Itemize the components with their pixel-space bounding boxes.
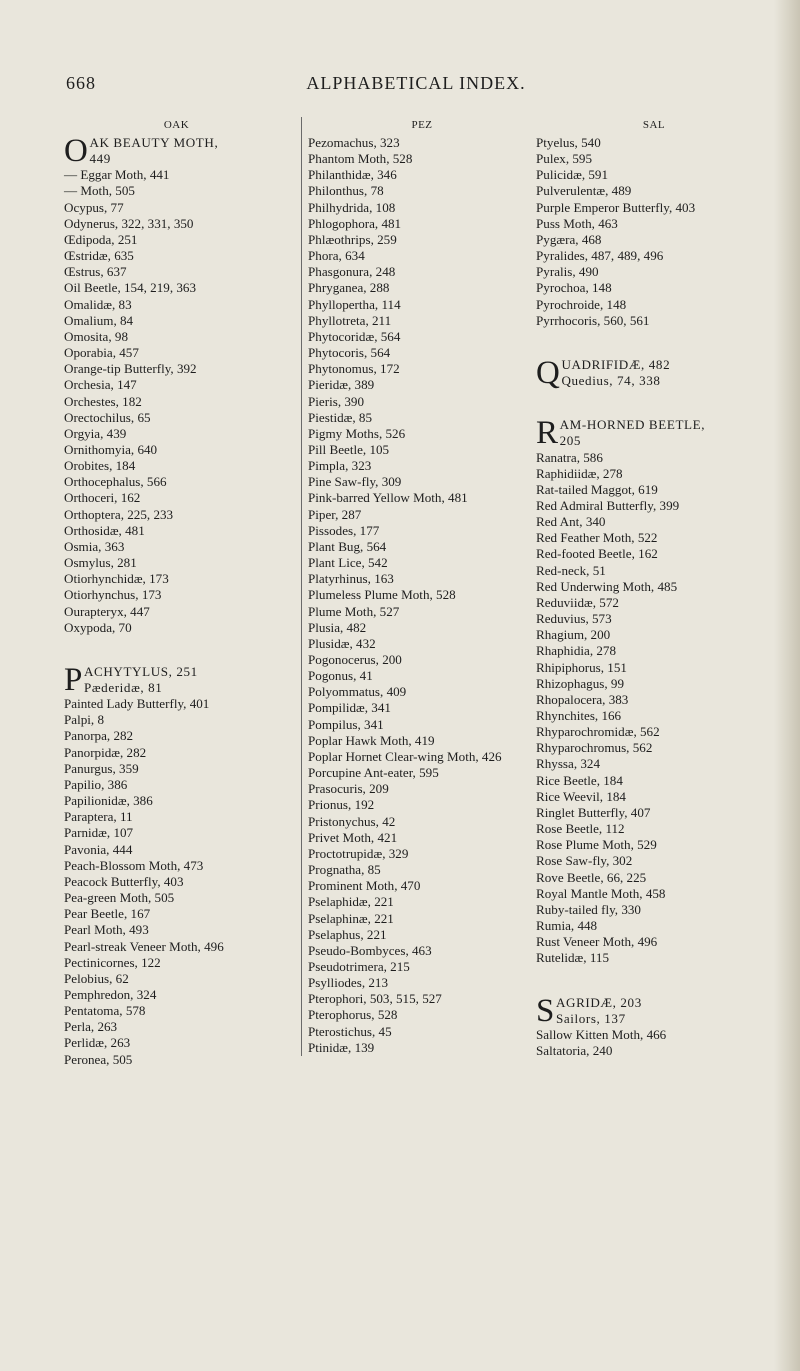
index-entry: Red-footed Beetle, 162 (536, 546, 658, 562)
index-entry: Poplar Hornet Clear-wing Moth, 426 (308, 748, 502, 764)
index-entry: Pristonychus, 42 (308, 813, 396, 829)
index-entry: Phantom Moth, 528 (308, 151, 413, 167)
index-entry: Omalidæ, 83 (64, 296, 132, 312)
index-entry: Orchesia, 147 (64, 377, 137, 393)
index-entry: Reduviidæ, 572 (536, 594, 619, 610)
index-entry: Red Feather Moth, 522 (536, 530, 658, 546)
index-entry: Proctotrupidæ, 329 (308, 845, 409, 861)
index-entry: Phlogophora, 481 (308, 215, 402, 231)
index-entry: Osmia, 363 (64, 538, 125, 554)
index-entry: Rose Saw-fly, 302 (536, 853, 633, 869)
index-entry: Paraptera, 11 (64, 809, 133, 825)
index-entry: Pyralides, 487, 489, 496 (536, 248, 664, 264)
section-lead-rest: Pæderidæ, 81 (83, 680, 163, 695)
section-lead-rest: 449 (89, 151, 111, 167)
section-heading (536, 415, 772, 452)
index-entry: Philanthidæ, 346 (308, 167, 397, 183)
index-entry: Purple Emperor Butterfly, 403 (536, 199, 696, 215)
index-entry: Pyrochoa, 148 (536, 280, 612, 296)
index-entry: Orobites, 184 (64, 458, 136, 474)
index-entry: Saltatoria, 240 (536, 1042, 613, 1058)
page-number: 668 (66, 73, 96, 93)
index-entry: Rhyparochromus, 562 (536, 740, 653, 756)
index-entry: — Eggar Moth, 441 (64, 167, 170, 183)
index-entry: Rutelidæ, 115 (536, 950, 609, 966)
section-lead-title: ACHYTYLUS, 251 (83, 663, 198, 679)
index-entry: Orchestes, 182 (64, 393, 142, 409)
page-edge-shadow (774, 0, 800, 1371)
index-entry: Pieris, 390 (308, 393, 365, 409)
index-entry: Poplar Hawk Moth, 419 (308, 732, 435, 748)
index-entry: Sallow Kitten Moth, 466 (536, 1026, 667, 1042)
index-entry: Prasocuris, 209 (308, 781, 389, 797)
index-entry: Plant Lice, 542 (308, 555, 388, 571)
index-entry: Papilio, 386 (64, 776, 128, 792)
index-entry: Phora, 634 (308, 248, 365, 264)
letter-section (64, 661, 289, 1068)
index-entry: Peach-Blossom Moth, 473 (64, 857, 204, 873)
index-entry: Raphidiidæ, 278 (536, 465, 623, 481)
index-entry: Pselaphidæ, 221 (308, 894, 394, 910)
index-entry: Pompilus, 341 (308, 716, 384, 732)
index-column-3 (536, 117, 772, 1059)
index-entry: Orthoceri, 162 (64, 490, 141, 506)
index-entry: Pyrrhocoris, 560, 561 (536, 312, 650, 328)
section-lead-rest: Quedius, 74, 338 (561, 373, 661, 389)
page-title: ALPHABETICAL INDEX. (306, 73, 526, 93)
index-entry: Pink-barred Yellow Moth, 481 (308, 490, 468, 506)
index-entry: Oxypoda, 70 (64, 619, 132, 635)
index-entry: Otiorhynchidæ, 173 (64, 571, 169, 587)
index-entry: Phasgonura, 248 (308, 264, 396, 280)
section-lead-title: AK BEAUTY MOTH, (89, 135, 219, 150)
index-entry: Red Admiral Butterfly, 399 (536, 497, 680, 513)
letter-section (536, 135, 772, 329)
index-entry: Phryganea, 288 (308, 280, 390, 296)
column-body (536, 135, 772, 1059)
index-entry: Parnidæ, 107 (64, 825, 134, 841)
section-lead-rest: Sailors, 137 (555, 1010, 626, 1026)
index-entry: Pyralis, 490 (536, 264, 599, 280)
index-entry: Pelobius, 62 (64, 970, 129, 986)
section-heading (64, 135, 289, 167)
column-body (64, 135, 289, 1068)
index-entry: Odynerus, 322, 331, 350 (64, 215, 194, 231)
index-entry: Pear Beetle, 167 (64, 906, 151, 922)
index-entry: — Moth, 505 (64, 183, 135, 199)
index-entry: Œstridæ, 635 (64, 248, 134, 264)
index-entry: Peacock Butterfly, 403 (64, 873, 184, 889)
section-heading (64, 661, 289, 698)
index-entry: Pterophorus, 528 (308, 1007, 398, 1023)
index-entry: Phytonomus, 172 (308, 361, 400, 377)
index-entry: Pulverulentæ, 489 (536, 183, 632, 199)
index-entry: Pill Beetle, 105 (308, 441, 390, 457)
index-entry: Prionus, 192 (308, 797, 375, 813)
index-entry: Palpi, 8 (64, 712, 105, 728)
index-entry: Ptinidæ, 139 (308, 1039, 375, 1055)
index-entry: Pyrochroide, 148 (536, 296, 627, 312)
index-entry: Panurgus, 359 (64, 760, 139, 776)
index-entry: Pigmy Moths, 526 (308, 425, 406, 441)
index-entry: Prominent Moth, 470 (308, 878, 421, 894)
index-entry: Pogonus, 41 (308, 668, 373, 684)
index-entry: Rhipiphorus, 151 (536, 659, 627, 675)
index-entry: Pterophori, 503, 515, 527 (308, 991, 442, 1007)
index-entry: Pselaphinæ, 221 (308, 910, 394, 926)
drop-cap-initial: S (536, 992, 555, 1029)
column-head: OAK (163, 119, 190, 131)
index-entry: Panorpidæ, 282 (64, 744, 147, 760)
index-entry: Phlæothrips, 259 (308, 231, 397, 247)
section-lead-title: UADRIFIDÆ, 482 (561, 356, 671, 372)
index-entry: Plume Moth, 527 (308, 603, 400, 619)
index-entry: Pseudo-Bombyces, 463 (308, 942, 432, 958)
section-heading (536, 354, 772, 391)
index-entry: Pulicidæ, 591 (536, 167, 609, 183)
index-entry: Oporabia, 457 (64, 345, 139, 361)
index-entry: Otiorhynchus, 173 (64, 587, 162, 603)
index-entry: Rhynchites, 166 (536, 708, 622, 723)
index-entry: Peronea, 505 (64, 1051, 133, 1067)
index-entry: Painted Lady Butterfly, 401 (64, 696, 210, 712)
index-entry: Plusia, 482 (308, 619, 367, 635)
index-entry: Ruby-tailed fly, 330 (536, 901, 641, 917)
index-entry: Rhyssa, 324 (536, 756, 601, 772)
index-entry: Pseudotrimera, 215 (308, 958, 410, 974)
drop-cap-initial: O (64, 133, 89, 169)
index-entry: Rose Plume Moth, 529 (536, 837, 657, 853)
section-lead-rest: 205 (559, 433, 582, 449)
index-entry: Pavonia, 444 (64, 841, 133, 857)
drop-cap-initial: R (536, 415, 559, 452)
index-entry: Royal Mantle Moth, 458 (536, 885, 666, 901)
index-entry: Pearl Moth, 493 (64, 922, 149, 938)
index-entry: Orgyia, 439 (64, 425, 127, 441)
index-entry: Philonthus, 78 (308, 183, 384, 199)
index-entry: Rust Veneer Moth, 496 (536, 934, 658, 950)
index-entry: Ornithomyia, 640 (64, 441, 158, 457)
index-entry: Pentatoma, 578 (64, 1003, 146, 1019)
letter-section (64, 135, 289, 636)
index-entry: Œdipoda, 251 (64, 231, 138, 247)
index-entry: Omosita, 98 (64, 328, 129, 344)
index-entry: Phytocoridæ, 564 (308, 328, 401, 344)
index-entry: Orthoptera, 225, 233 (64, 506, 174, 522)
index-entry: Platyrhinus, 163 (308, 571, 394, 587)
index-entry: Rhopalocera, 383 (536, 691, 629, 707)
index-entry: Ocypus, 77 (64, 199, 124, 215)
index-entry: Plusidæ, 432 (308, 635, 376, 651)
index-entry: Pezomachus, 323 (308, 135, 400, 150)
index-column-1 (64, 117, 289, 1068)
index-entry: Osmylus, 281 (64, 555, 137, 571)
index-entry: Piestidæ, 85 (308, 409, 373, 425)
index-entry: Pulex, 595 (536, 151, 593, 167)
index-entry: Orange-tip Butterfly, 392 (64, 361, 197, 377)
index-entry: Ptyelus, 540 (536, 135, 601, 150)
index-entry: Pimpla, 323 (308, 458, 372, 474)
letter-section (536, 417, 772, 966)
index-entry: Pogonocerus, 200 (308, 652, 402, 667)
index-entry: Ranatra, 586 (536, 449, 603, 465)
letter-section (536, 354, 772, 391)
index-entry: Rat-tailed Maggot, 619 (536, 481, 658, 497)
index-entry: Rice Weevil, 184 (536, 788, 626, 804)
index-entry: Ourapteryx, 447 (64, 603, 150, 619)
index-entry: Rice Beetle, 184 (536, 772, 623, 788)
index-entry: Plant Bug, 564 (308, 538, 387, 554)
index-entry: Pieridæ, 389 (308, 377, 375, 393)
index-entry: Oil Beetle, 154, 219, 363 (64, 280, 197, 296)
index-entry: Orectochilus, 65 (64, 409, 151, 425)
letter-section (536, 992, 772, 1060)
index-entry: Orthosidæ, 481 (64, 522, 145, 538)
index-entry: Œstrus, 637 (64, 264, 127, 280)
index-entry: Rove Beetle, 66, 225 (536, 869, 647, 885)
index-entry: Reduvius, 573 (536, 611, 612, 627)
index-entry: Puss Moth, 463 (536, 215, 618, 231)
index-entry: Prognatha, 85 (308, 862, 381, 878)
column-head: PEZ (411, 119, 433, 131)
index-entry: Pselaphus, 221 (308, 926, 387, 942)
drop-cap-initial: Q (536, 354, 561, 391)
index-entry: Polyommatus, 409 (308, 684, 407, 700)
index-entry: Pea-green Moth, 505 (64, 890, 175, 906)
column-head: SAL (642, 119, 666, 131)
index-entry: Phyllotreta, 211 (308, 312, 392, 328)
column-body (308, 135, 536, 1056)
index-entry: Rhagium, 200 (536, 627, 611, 643)
index-entry: Pissodes, 177 (308, 522, 380, 538)
index-entry: Rumia, 448 (536, 918, 598, 934)
index-entry: Philhydrida, 108 (308, 199, 396, 215)
index-entry: Orthocephalus, 566 (64, 474, 167, 490)
index-entry: Piper, 287 (308, 506, 362, 522)
index-entry: Rhaphidia, 278 (536, 643, 617, 659)
index-entry: Papilionidæ, 386 (64, 793, 153, 809)
index-entry: Perla, 263 (64, 1019, 118, 1035)
index-entry: Phyllopertha, 114 (308, 296, 401, 312)
index-entry: Porcupine Ant-eater, 595 (308, 765, 439, 781)
index-entry: Omalium, 84 (64, 312, 134, 328)
index-entry: Plumeless Plume Moth, 528 (308, 587, 456, 603)
drop-cap-initial: P (64, 661, 83, 698)
index-entry: Pectinicornes, 122 (64, 954, 161, 970)
index-column-2 (301, 117, 536, 1056)
index-entry: Panorpa, 282 (64, 728, 134, 744)
index-entry: Pine Saw-fly, 309 (308, 474, 402, 490)
section-heading (536, 992, 772, 1029)
index-entry: Pompilidæ, 341 (308, 700, 391, 716)
section-lead-title: AGRIDÆ, 203 (555, 994, 642, 1010)
index-entry: Perlidæ, 263 (64, 1035, 131, 1051)
index-entry: Pearl-streak Veneer Moth, 496 (64, 938, 224, 954)
index-entry: Privet Moth, 421 (308, 829, 398, 845)
index-entry: Psylliodes, 213 (308, 975, 389, 991)
index-entry: Ringlet Butterfly, 407 (536, 804, 651, 820)
section-lead-title: AM-HORNED BEETLE, (559, 417, 706, 433)
index-entry: Rhizophagus, 99 (536, 675, 625, 691)
index-entry: Red Underwing Moth, 485 (536, 578, 678, 594)
index-entry: Phytocoris, 564 (308, 345, 391, 361)
index-entry: Pemphredon, 324 (64, 986, 157, 1002)
index-entry: Pterostichus, 45 (308, 1023, 392, 1039)
index-entry: Rose Beetle, 112 (536, 821, 625, 837)
index-entry: Red-neck, 51 (536, 562, 606, 578)
index-entry: Pygæra, 468 (536, 231, 602, 247)
index-entry: Red Ant, 340 (536, 514, 606, 530)
index-entry: Rhyparochromidæ, 562 (536, 724, 660, 740)
